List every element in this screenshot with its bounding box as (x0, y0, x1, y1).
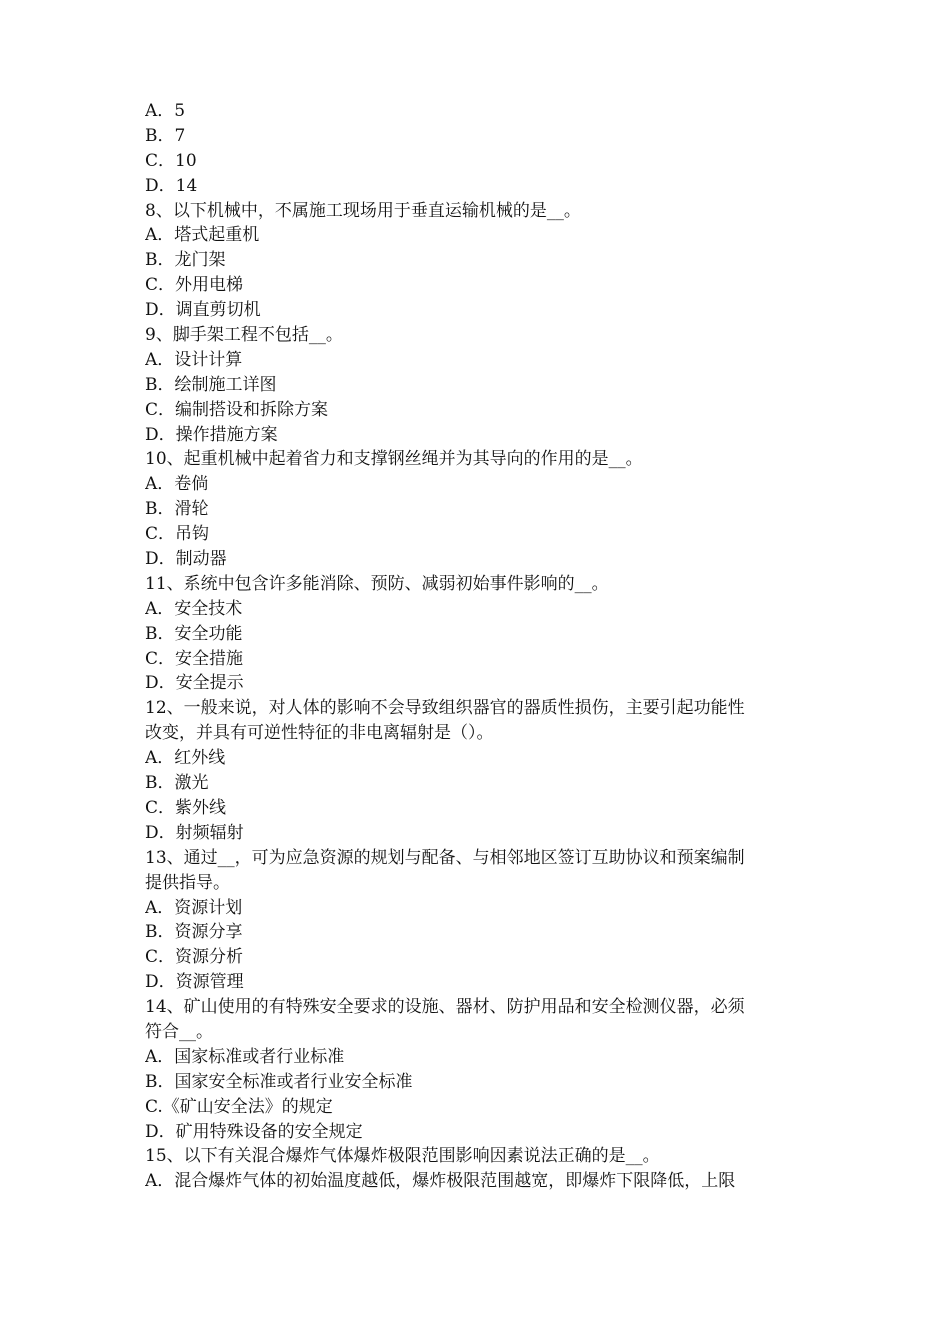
text-line: B．国家安全标准或者行业安全标准 (145, 1071, 413, 1092)
text-line: C．紫外线 (145, 797, 227, 818)
text-line: 11、系统中包含许多能消除、预防、减弱初始事件影响的__。 (145, 573, 609, 594)
text-line: B．激光 (145, 773, 209, 794)
text-line: D．矿用特殊设备的安全规定 (145, 1121, 363, 1142)
text-line: D．射频辐射 (145, 822, 244, 843)
text-line: A．5 (145, 101, 186, 121)
text-line: 15、以下有关混合爆炸气体爆炸极限范围影响因素说法正确的是__。 (145, 1146, 660, 1167)
text-line: D．14 (145, 175, 198, 196)
text-line: B．滑轮 (145, 499, 209, 520)
text-line: 12、一般来说，对人体的影响不会导致组织器官的器质性损伤，主要引起功能性 (145, 698, 745, 719)
text-line: 改变，并具有可逆性特征的非电离辐射是（）。 (145, 723, 494, 744)
text-line: D．调直剪切机 (145, 300, 261, 321)
text-line: 14、矿山使用的有特殊安全要求的设施、器材、防护用品和安全检测仪器，必须 (145, 997, 745, 1018)
text-line: 9、脚手架工程不包括__。 (145, 325, 343, 346)
text-line: 符合__。 (145, 1021, 213, 1042)
text-line: C．安全措施 (145, 648, 244, 669)
text-line: A．卷倘 (145, 474, 209, 495)
text-line: C．资源分析 (145, 947, 244, 968)
text-line: B．绘制施工详图 (145, 374, 277, 395)
text-line: D．资源管理 (145, 972, 244, 993)
question-text-block (145, 99, 817, 1194)
text-line: C.《矿山安全法》的规定 (145, 1096, 333, 1117)
text-line: A．国家标准或者行业标准 (145, 1046, 345, 1067)
text-line: C．10 (145, 150, 197, 171)
text-line: A．资源计划 (145, 897, 243, 918)
text-line: 提供指导。 (145, 872, 230, 893)
text-line: B．7 (145, 125, 186, 146)
text-line: D．操作措施方案 (145, 424, 278, 445)
text-line: A．混合爆炸气体的初始温度越低，爆炸极限范围越宽，即爆炸下限降低，上限 (145, 1171, 736, 1192)
text-line: B．安全功能 (145, 623, 243, 644)
text-line: 13、通过__，可为应急资源的规划与配备、与相邻地区签订互助协议和预案编制 (145, 847, 745, 868)
text-line: C．编制搭设和拆除方案 (145, 399, 329, 420)
text-line: A．塔式起重机 (145, 225, 260, 246)
text-line: D．制动器 (145, 549, 227, 570)
text-line: A．设计计算 (145, 349, 243, 370)
text-line: D．安全提示 (145, 673, 244, 694)
text-line: 10、起重机械中起着省力和支撑钢丝绳并为其导向的作用的是__。 (145, 449, 643, 470)
text-line: C．吊钩 (145, 524, 210, 545)
text-line: A．红外线 (145, 748, 226, 769)
text-line: C．外用电梯 (145, 275, 244, 296)
text-line: B．资源分享 (145, 922, 243, 943)
text-line: A．安全技术 (145, 598, 243, 619)
text-line: 8、以下机械中，不属施工现场用于垂直运输机械的是__。 (145, 200, 581, 221)
text-line: B．龙门架 (145, 250, 226, 271)
